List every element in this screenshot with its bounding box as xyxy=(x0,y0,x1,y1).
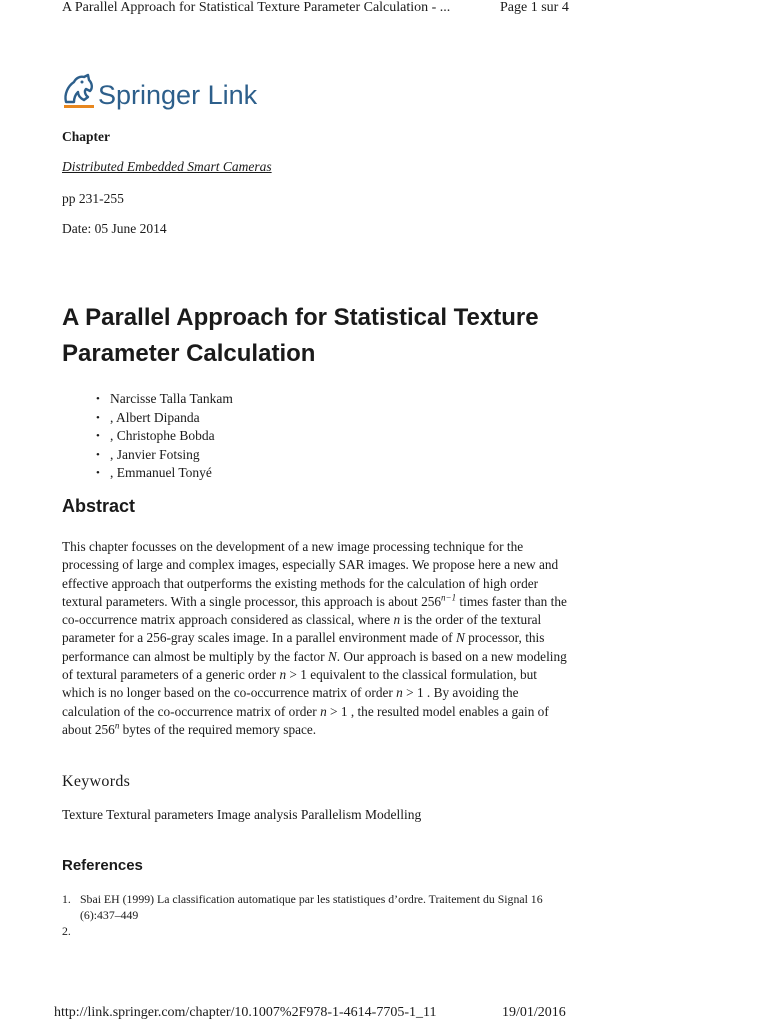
author-item[interactable]: • , Janvier Fotsing xyxy=(96,446,233,465)
page-range: pp 231-255 xyxy=(62,191,124,206)
abstract-fragment: n xyxy=(279,667,287,683)
book-title-link[interactable]: Distributed Embedded Smart Cameras xyxy=(62,159,272,174)
logo-product: Link xyxy=(207,80,258,110)
abstract-fragment: bytes of the required memory space. xyxy=(119,721,317,737)
keywords-list: Texture Textural parameters Image analysis Parallelism Modelling xyxy=(62,807,422,822)
footer-url: http://link.springer.com/chapter/10.1007%2F978-1-4614-7705-1_11 xyxy=(54,1005,437,1020)
reference-item xyxy=(62,891,567,923)
abstract-fragment: times faster than the co-occurrence matrix approach considered as classical, where xyxy=(62,593,567,628)
abstract-fragment: > 1 equivalent to the classical formulation, but which is no longer based on the co-occurrence matrix of order xyxy=(62,667,537,701)
abstract-fragment: n xyxy=(396,685,403,701)
author-item[interactable]: • , Emmanuel Tonyé xyxy=(96,464,233,483)
abstract-fragment: > 1 , the resulted model enables a gain of about xyxy=(62,703,549,737)
abstract-fragment: n xyxy=(393,612,401,628)
page-title: A Parallel Approach for Statistical Texture Parameter Calculation xyxy=(62,304,539,367)
print-header-page: Page 1 sur 4 xyxy=(500,0,569,15)
abstract-fragment: > 1 . By avoiding the calculation of the co-occurrence matrix of order xyxy=(62,685,519,719)
author-item[interactable]: • Narcisse Talla Tankam xyxy=(96,390,233,409)
abstract-fragment: This chapter focusses on the development of a new image processing technique for the processing of large and complex images, especially SAR images. We propose here a new and effective approach that outperforms the existing methods for the calculation of high order textural parameters. With a single processor, this approach is about xyxy=(62,539,559,609)
publication-date: Date: 05 June 2014 xyxy=(62,221,167,236)
author-item[interactable]: • , Albert Dipanda xyxy=(96,409,233,428)
abstract-fragment: is the order of the textural parameter for a 256-gray scales image. In a parallel environment made of xyxy=(62,612,542,646)
abstract-fragment: n xyxy=(320,703,327,719)
reference-number: 1. xyxy=(62,892,71,906)
footer-date: 19/01/2016 xyxy=(502,1005,566,1020)
reference-list xyxy=(62,891,567,938)
abstract-fragment: N xyxy=(327,648,337,664)
springer-link-logo[interactable] xyxy=(98,80,257,111)
abstract-text xyxy=(62,538,567,739)
print-header-title: A Parallel Approach for Statistical Texture Parameter Calculation - ... xyxy=(62,0,451,15)
abstract-fragment: n−1 xyxy=(441,592,457,603)
abstract-fragment: 256 xyxy=(94,721,115,737)
keywords-heading: Keywords xyxy=(62,773,131,790)
abstract-fragment: . Our approach is based on a new modeling of textural parameters of a generic order xyxy=(62,648,567,683)
abstract-fragment: N xyxy=(455,630,465,646)
abstract-fragment: n xyxy=(114,720,120,731)
chapter-label: Chapter xyxy=(62,129,110,144)
references-heading: References xyxy=(62,857,143,874)
abstract-heading: Abstract xyxy=(62,496,136,516)
reference-number: 2. xyxy=(62,924,71,938)
abstract-fragment: processor, this performance can almost be multiply by the factor xyxy=(62,630,545,664)
reference-text: Sbai EH (1999) La classification automatique par les statistiques d’ordre. Traitement du Signal 16 (6):437–449 xyxy=(80,892,543,922)
author-item[interactable]: • , Christophe Bobda xyxy=(96,427,233,446)
logo-brand: Springer xyxy=(98,80,201,110)
author-list xyxy=(96,390,233,483)
abstract-fragment: 256 xyxy=(421,593,442,609)
